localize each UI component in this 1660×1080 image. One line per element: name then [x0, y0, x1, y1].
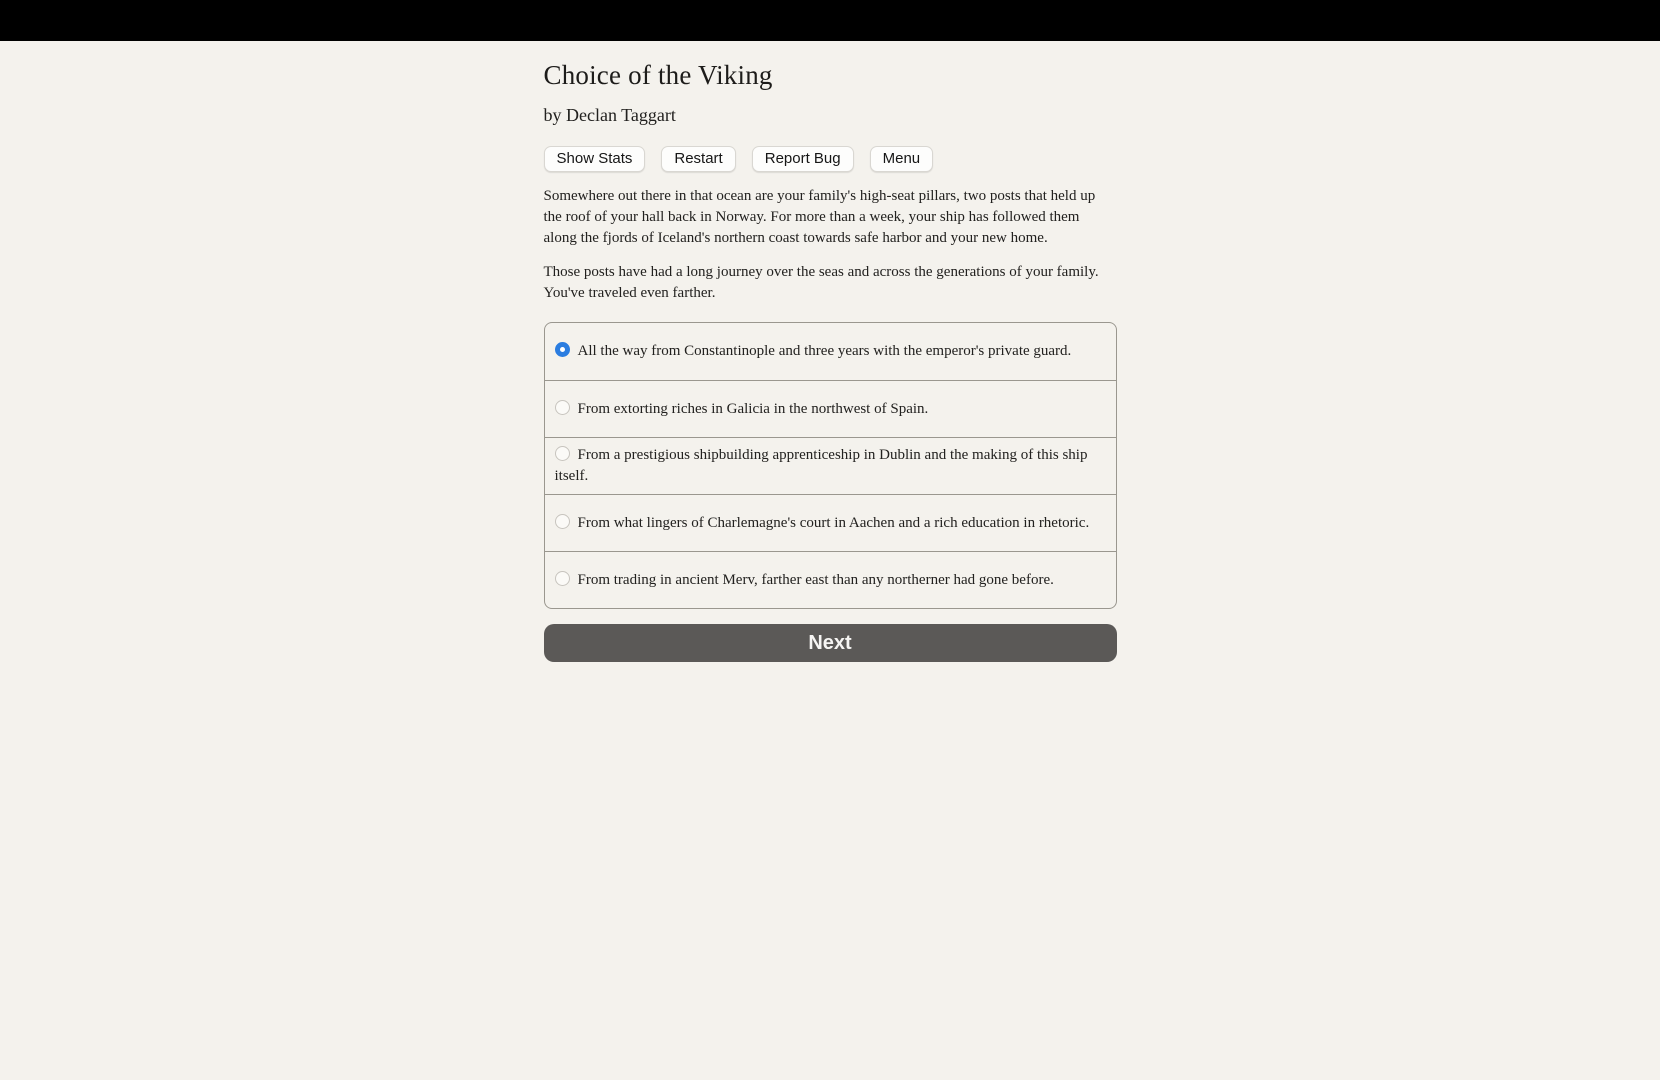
radio-button-icon[interactable]	[555, 400, 570, 415]
choice-option-dublin[interactable]	[545, 437, 1116, 494]
story-text	[544, 186, 1117, 304]
choice-option-label: From a prestigious shipbuilding apprenticeship in Dublin and the making of this ship itself.	[554, 447, 1088, 484]
choice-option-constantinople[interactable]	[545, 323, 1116, 380]
top-black-bar	[0, 0, 1660, 41]
radio-button-icon[interactable]	[555, 571, 570, 586]
choice-list	[544, 322, 1117, 609]
toolbar	[544, 146, 1117, 172]
menu-button[interactable]: Menu	[870, 146, 934, 172]
radio-button-icon[interactable]	[555, 446, 570, 461]
choice-option-label: From what lingers of Charlemagne's court in Aachen and a rich education in rhetoric.	[577, 514, 1090, 531]
author-byline: by Declan Taggart	[543, 105, 676, 125]
choice-option-label: From trading in ancient Merv, farther east than any northerner had gone before.	[577, 571, 1054, 588]
next-button[interactable]: Next	[544, 624, 1117, 662]
choice-option-aachen[interactable]	[545, 494, 1116, 551]
story-paragraph: Those posts have had a long journey over the seas and across the generations of your family. You've traveled even farther.	[543, 264, 1099, 301]
report-bug-button[interactable]: Report Bug	[752, 146, 854, 172]
choice-option-label: From extorting riches in Galicia in the northwest of Spain.	[577, 400, 929, 417]
show-stats-button[interactable]: Show Stats	[544, 146, 646, 172]
choice-option-label: All the way from Constantinople and three years with the emperor's private guard.	[577, 343, 1072, 359]
game-content-column	[544, 41, 1117, 662]
choice-option-galicia[interactable]	[545, 380, 1116, 437]
restart-button[interactable]: Restart	[661, 146, 735, 172]
radio-button-icon[interactable]	[555, 342, 570, 357]
page-title: Choice of the Viking	[543, 60, 773, 90]
radio-button-icon[interactable]	[555, 514, 570, 529]
story-paragraph: Somewhere out there in that ocean are your family's high-seat pillars, two posts that held up the roof of your hall back in Norway. For more than a week, your ship has followed them along the fjords of Iceland's northern coast towards safe harbor and your new home.	[543, 188, 1096, 246]
choice-option-merv[interactable]	[545, 551, 1116, 608]
